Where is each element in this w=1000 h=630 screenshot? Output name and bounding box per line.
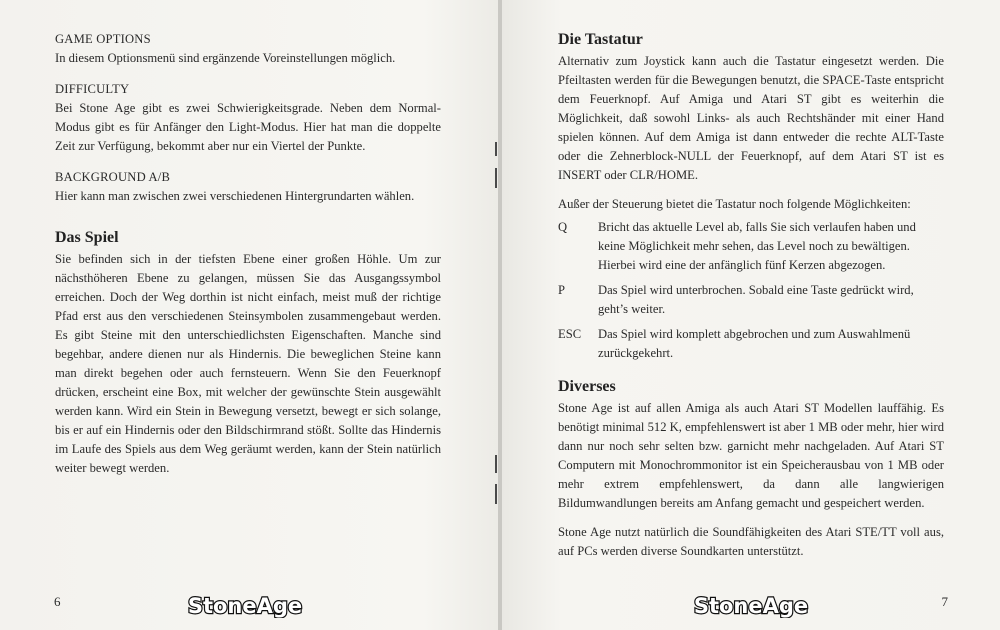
option-background (55, 168, 441, 206)
right-page (502, 0, 1000, 630)
right-column (558, 30, 944, 571)
key-row-p (558, 281, 944, 319)
key-list (558, 218, 944, 363)
left-column (55, 30, 441, 488)
key-label: ESC (558, 327, 582, 341)
section-heading-tastatur: Die Tastatur (558, 31, 643, 48)
key-description: Das Spiel wird unterbrochen. Sobald eine Taste gedrückt wird, geht’s weiter. (598, 283, 914, 316)
key-label: Q (558, 220, 568, 234)
option-difficulty (55, 80, 441, 156)
key-row-q (558, 218, 944, 275)
stone-age-logo (692, 592, 810, 618)
key-description: Das Spiel wird komplett abgebrochen und zum Auswahlmenü zurückgekehrt. (598, 327, 911, 360)
option-title: BACKGROUND A/B (55, 170, 171, 184)
key-label: P (558, 283, 566, 297)
binding-mark (495, 168, 497, 188)
option-title: DIFFICULTY (55, 82, 130, 96)
key-row-esc (558, 325, 944, 363)
section-text-tastatur: Alternativ zum Joystick kann auch die Tastatur eingesetzt werden. Die Pfeiltasten werden für die Bewegungen benutzt, die SPACE-Taste entspricht dem Feuerknopf. Auf Amiga und Atari ST gibt es weiterhin die Möglichkeit, daß sowohl Links- als auch Rechtshänder mit einer Hand spielen können. Auf dem Amiga ist dann entweder die rechte ALT-Taste oder die Zehnerblock-NULL der Feuerknopf, auf dem Atari ST ist es INSERT oder CLR/HOME. (558, 54, 944, 182)
section-heading-das-spiel: Das Spiel (55, 229, 119, 246)
page-number: 6 (54, 594, 61, 609)
option-text: In diesem Optionsmenü sind ergänzende Voreinstellungen möglich. (55, 51, 396, 65)
option-title: GAME OPTIONS (55, 32, 151, 46)
section-text-diverses-1: Stone Age ist auf allen Amiga als auch Atari ST Modellen lauffähig. Es benötigt minimal 512 K, empfehlenswert ist aber 1 MB oder mehr, hier wird dann nur noch sehr selten bzw. garnicht mehr nachgeladen. Auf Atari ST Computern mit Monochrommonitor ist ein Speicherausbau von 1 MB oder mehr extrem empfehlenswert, da dann alle langwierigen Bildumwandlungen bereits am Anfang gemacht und gespeichert werden. (558, 401, 944, 510)
logo-lettering: StoneAge (693, 594, 809, 618)
option-text: Bei Stone Age gibt es zwei Schwierigkeitsgrade. Neben dem Normal-Modus gibt es für Anfänger den Light-Modus. Hier hat man die doppelte Zeit zur Verfügung, bekommt aber nur ein Viertel der Punkte. (55, 101, 441, 153)
section-text-das-spiel: Sie befinden sich in der tiefsten Ebene einer großen Höhle. Um zur nächsthöheren Ebene zu gelangen, müssen Sie das Ausgangssymbol erreichen. Doch der Weg dorthin ist nicht einfach, meist muß der richtige Pfad erst aus den verschiedenen Steinsymbolen zusammengebaut werden. Es gibt Steine mit den unterschiedlichsten Eigenschaften. Manche sind begehbar, andere dienen nur als Hindernis. Die beweglichen Steine kann man direkt begehen oder auch fernsteuern. Wenn Sie den Feuerknopf drücken, erscheint eine Box, mit welcher der gewünschte Stein ausgewählt werden kann. Wird ein Stein in Bewegung versetzt, bewegt er sich solange, bis er auf ein Hindernis oder den Bildschirmrand stößt. Sollte das Hindernis im Laufe des Spiels aus dem Weg geräumt werden, kann der Stein natürlich weiter bewegt werden. (55, 252, 441, 475)
logo-lettering: StoneAge (187, 594, 303, 618)
left-page (0, 0, 498, 630)
binding-mark (495, 455, 497, 473)
page-number: 7 (941, 594, 948, 609)
key-description: Bricht das aktuelle Level ab, falls Sie sich verlaufen haben und keine Möglichkeit mehr sehen, das Level noch zu bewältigen. Hierbei wird eine der anfänglich fünf Kerzen abgezogen. (598, 220, 916, 272)
option-game-options (55, 30, 441, 68)
binding-mark (495, 142, 497, 156)
binding-mark (495, 484, 497, 504)
keys-intro: Außer der Steuerung bietet die Tastatur noch folgende Möglichkeiten: (558, 197, 911, 211)
section-text-diverses-2: Stone Age nutzt natürlich die Soundfähigkeiten des Atari STE/TT voll aus, auf PCs werden diverse Soundkarten unterstützt. (558, 525, 944, 558)
option-text: Hier kann man zwischen zwei verschiedenen Hintergrundarten wählen. (55, 189, 415, 203)
stone-age-logo (186, 592, 304, 618)
section-heading-diverses: Diverses (558, 378, 616, 395)
